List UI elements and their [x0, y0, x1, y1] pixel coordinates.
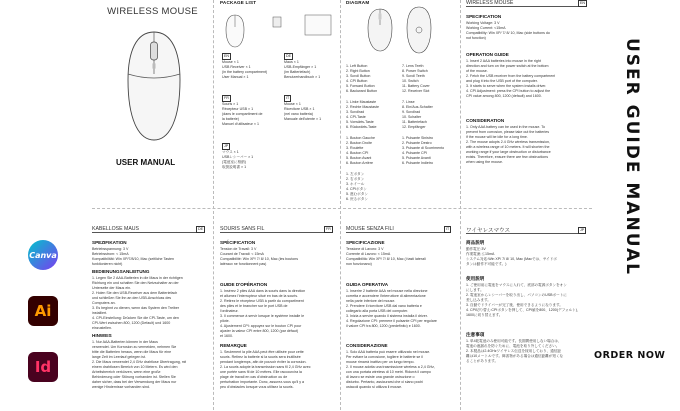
en-panel-title: WIRELESS MOUSE [466, 0, 514, 6]
en-con: 1. Only AAA battery can be used in the mouse. To prevent from corrosion, please take out the batteries if the mouse will be idle for a long time. 2. The mouse adopts 2.4 GHz wireless transmission, with a wireless range of 10 meters. It will shorten the working range if your large obstruction or disturbance exists. Therefore, ensure there are few obstructions when using the mouse. [466, 125, 551, 164]
package-panel [220, 0, 336, 205]
package-de-list: DE Maus × 1 USB-Empfänger × 1 (im Batteriefach) Benutzerhandbuch × 1 [284, 54, 321, 79]
diagram-it: 1. Pulsante Sinistro 2. Pulsante Destro 3. Pulsante di Scorrimento 4. Pulsante CPI 5. Pulsante Avanti 6. Pulsante Indietro [402, 136, 445, 165]
order-now-button[interactable]: ORDER NOW [594, 350, 666, 361]
package-tag-jp: JP [224, 144, 229, 148]
jp-tag: JP [580, 228, 585, 232]
it-spec-heading: SPECIFICAZIONE [346, 240, 385, 245]
jp-spec-heading: 商品説明 [466, 240, 485, 245]
en-panel [466, 0, 588, 205]
de-op-heading: BEDIENUNGSANLEITUNG [92, 269, 150, 274]
canva-icon [28, 240, 58, 270]
fr-con: 1. Seulement la pile AAA peut être utilisée pour cette souris. Retirez la batterie si la souris sera inutilisée pendant longtemps, afin de pouvoir éviter la corrosion. 2. La souris adopte la transmission sans fil 2,4 GHz avec une portée sans fil de 10 mètres. Elle raccourcira la plage de travail en cas d'obstruction ou de perturbation importante. Donc, assurez-vous qu'il y a peu d'obstacles lorsque vous utilisez la souris. [220, 350, 311, 389]
de-spec-heading: SPEZIFIKATION [92, 240, 127, 245]
en-op-heading: OPERATION GUIDE [466, 52, 509, 57]
package-tag-it: IT [286, 96, 290, 100]
fr-op: 1. Insérez 2 piles AAA dans la souris dans la direction et allumez l'interrupteur situé en bas de la souris. 2. Retirez le récepteur USB à partir du compartiment des piles et le brancher sur le port USB de l'ordinateur. 3. Il commence à servir lorsque le système installe le pilote. 4. Ajustement CPI: appuyez sur le bouton CPI pour ajuster la valeur CPI entre 800, 1200 (par défaut) et 1600. [220, 289, 306, 338]
en-spec: Working Voltage: 3 V Working Current: <15mA Compatibility: Win XP/ 7/ 8/ 10, Mac (side buttons do not function) [466, 21, 550, 40]
indesign-icon [28, 352, 58, 382]
jp-spec: 動作電圧:3V 作業電流:≦15mA システム対応:Win XP/ 7/ 8/ 10, Mac (Macでは、サイドボ タンは動作不可能です。) [466, 247, 557, 266]
jp-op: 1. ご使用前に電池をマウスに入れて、底部の電源ボタンをオン にします。 2. 電池室からレシーバーを取り出し、パソコンのUSBポートに 差し込みます。 3. 自動でドライバーが完了後、使用できるようになります。 4. CPI切り替え:CPIボタンを押して、CPI値を800、1200(デフォルト)、 1600に切り替えます。 [466, 283, 581, 317]
fr-op-heading: GUIDE D'OPÉRATION [220, 282, 268, 287]
de-op: 1. Legen Sie 2 AAA-Batterien in die Maus in der richtigen Richtung ein und schalten Sie den Netzschalter an der Unterseite der Maus ein. 2. Holen Sie den USB-Receiver aus dem Batteriefach und schließen Sie ihn an den USB-Anschluss des Computers an. 3. Es beginnt zu dienen, wenn das System den Treiber installiert. 4. CPI-Einstellung: Drücken Sie die CPI-Taste, um den CPI-Wert zwischen 800, 1200 (Default) und 1600 einzustellen. [92, 276, 183, 330]
it-op: 1. Inserire 2 batterie AAA nel mouse nella direzione corretta e accendere l'interruttore di alimentazione nella parte inferiore del mouse. 2. Prendere il ricevitore USB dal vano batteria e collegarlo alla porta USB del computer. 3. Inizia a servire quando il sistema installa il driver. 4. Regolazione CPI: premere il pulsante CPI per regolare il valore CPI tra 800, 1200 (predefinito) e 1600. [346, 289, 437, 328]
diagram-de: 1. Linke Maustaste 2. Rechte Maustaste 3. Scrollrad 4. CPI-Taste 5. Vorwärts-Taste 6. Rückwärts-Taste [346, 100, 379, 129]
package-en-list: EN Mouse × 1 USB Receiver × 1 (in the battery compartment) User Manual × 1 [222, 54, 268, 79]
fr-panel [220, 226, 336, 410]
package-fr-list: FR Souris × 1 Récepteur USB × 1 (dans le compartiment de la batterie) Manuel d'utilisateur × 1 [222, 96, 263, 126]
fr-panel-title: SOURIS SANS FIL [220, 226, 265, 232]
it-con: 1. Solo AAA batteria può essere utilizzato nel mouse. Per evitare la corrosione, togliere le batterie se il mouse rimarrà inattivo per un lungo tempo. 2. Il mouse adotta una trasmissione wireless a 2,4 GHz, con una portata wireless di 10 metri. Ridurrà il campo di lavoro se esiste una grande ostruzione o disturbo. Pertanto, assicurarsi che ci siano pochi ostacoli quando si utilizza il mouse. [346, 350, 435, 389]
en-spec-heading: SPECIFICATION [466, 14, 502, 19]
indesign-label: Id [34, 358, 52, 376]
it-con-heading: CONSIDERAZIONE [346, 343, 388, 348]
diagram-en-2: 7. Lens Teeth 8. Power Switch 9. Scroll Teeth 10. Switch 11. Battery Cover 12. Receiver Slot [402, 64, 430, 93]
diagram-mouse-top [366, 8, 394, 52]
fr-con-heading: REMARQUE [220, 343, 247, 348]
package-it-list: IT Mouse × 1 Ricevitore USB × 1 (nel vano batteria) Manuale dell'utente × 1 [284, 96, 322, 121]
jp-con: 1. 単4乾電池のみ使用可能です。長期間使用しない場合は、 電池の液漏れを防ぐために、電池を取り外してください。 2. 本製品は2.4GHzワイヤレス伝送を採用しており、通信距 離は10メートルです。障害物がある場合は通信距離が短くな ることがあります。 [466, 339, 564, 363]
fr-tag: FR [326, 227, 331, 231]
it-tag: IT [446, 227, 450, 231]
mouse-top-illustration [124, 30, 184, 142]
illustrator-label: Ai [34, 302, 52, 320]
vertical-guide-title: USER GUIDE MANUAL [622, 38, 642, 276]
cover-panel [100, 0, 205, 205]
de-panel [92, 226, 208, 410]
diagram-panel [346, 0, 456, 205]
de-panel-title: KABELLOSE MAUS [92, 226, 139, 232]
package-manual-icon [304, 14, 332, 36]
package-jp-list: JP マウス × 1 USBレシーバー × 1 (電池室に格納) 取扱説明書 × 1 [222, 144, 254, 169]
package-tag-en: EN [224, 54, 229, 58]
jp-panel [466, 226, 588, 410]
jp-op-heading: 使用説明 [466, 276, 485, 281]
en-con-heading: CONSIDERATION [466, 118, 505, 123]
diagram-jp: 1. 左ボタン 2. 右ボタン 3. ホイール 4. CPIボタン 5. 進むボタン 6. 戻るボタン [346, 172, 368, 201]
jp-con-heading: 注意事項 [466, 332, 485, 337]
fr-spec-heading: SPÉCIFICATION [220, 240, 256, 245]
package-mouse-icon [224, 14, 246, 48]
it-op-heading: GUIDA OPERATIVA [346, 282, 389, 287]
it-panel-title: MOUSE SENZA FILI [346, 226, 394, 232]
jp-panel-title: ワイヤレスマウス [466, 228, 511, 234]
cover-title: WIRELESS MOUSE [107, 6, 198, 17]
de-con-heading: HINWEIS [92, 333, 112, 338]
cover-manual-label: USER MANUAL [116, 158, 176, 167]
illustrator-icon [28, 296, 58, 326]
en-tag: EN [580, 1, 585, 5]
package-title: PACKAGE LIST [220, 0, 257, 5]
package-tag-de: DE [286, 54, 291, 58]
de-con: 1. Nur AAA-Batterien können in der Maus verwendet. Um Korrosion zu vermeiden, nehmen Sie bitte die Batterien heraus, wenn die Maus für eine lange Zeit im Leerlauf gelegen ist. 2. Die Maus verwendet 2,4 GHz drahtlose Übertragung, mit einem drahtlosen Bereich von 10 Metern. Es wird den Arbeitsbereich verkürzen, wenn eine große Behinderung oder Störung vorhanden ist. Stellen Sie daher sicher, dass bei der Verwendung der Maus nur wenige Hindernisse vorhanden sind. [92, 340, 187, 389]
fr-spec: Tension de Travail: 3 V Courant de Travail: < 15mA Compatibilité: Win XP/ 7/ 8/ 10, Mac (les boutons latéraux ne fonctionnent pas) [220, 247, 299, 266]
diagram-en: 1. Left Button 2. Right Button 3. Scroll Button 4. CPI Button 5. Forward Button 6. Backward Button [346, 64, 378, 93]
de-spec: Betriebsspannung: 3 V Betriebsstrom: < 15mA Kompatibilität: Win XP/7/8/10, Mac (seitliche Tasten funktionieren nicht) [92, 247, 175, 266]
diagram-mouse-side [404, 6, 434, 54]
package-receiver-icon [272, 16, 282, 28]
canva-label: Canva [29, 250, 57, 260]
it-panel [346, 226, 456, 410]
diagram-de-2: 7. Linse 8. Ein/Aus-Schalter 9. Scrollrad 10. Schalter 11. Batteriefach 12. Empfänger [402, 100, 433, 129]
it-spec: Tensione di Lavoro: 3 V Corrente di Lavoro: < 15mA Compatibilità: Win XP/ 7/ 8/ 10, Mac (i tasti laterali non funzionano) [346, 247, 426, 266]
de-tag: DE [198, 227, 203, 231]
package-tag-fr: FR [224, 96, 229, 100]
diagram-fr: 1. Bouton Gauche 2. Bouton Droite 3. Roulette 4. Bouton CPI 5. Bouton Avant 6. Bouton Arrière [346, 136, 375, 165]
diagram-title: DIAGRAM [346, 0, 370, 5]
en-op: 1. Insert 2 AAA batteries into mouse in the right direction and turn on the power switch at the bottom of the mouse. 2. Fetch the USB receiver from the battery compartment and plug it into the USB port of the computer. 3. It starts to serve when the system installs driver. 4. CPI Adjustment: press the CPI button to adjust the CPI value among 800, 1200 (default) and 1600. [466, 59, 556, 98]
